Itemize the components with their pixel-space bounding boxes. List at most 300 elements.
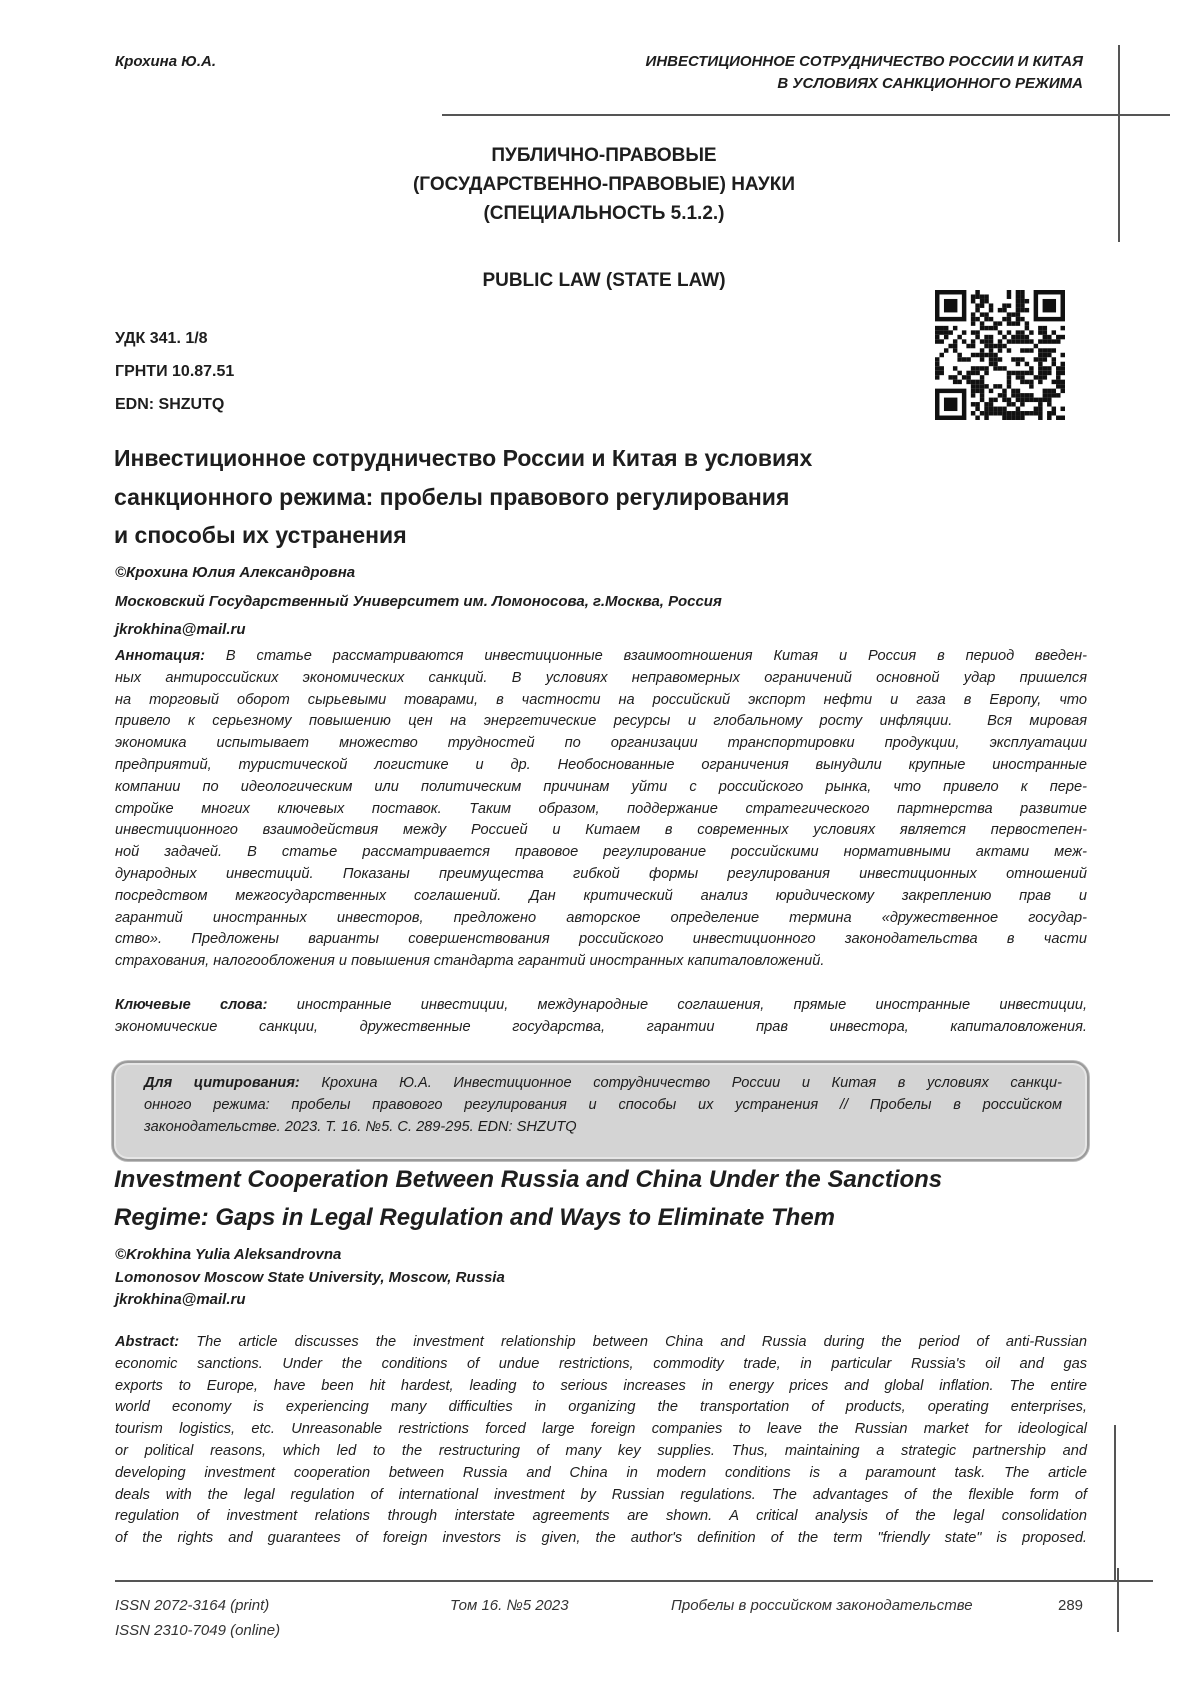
text-line (144, 1073, 1062, 1095)
qr-module (1029, 330, 1033, 334)
qr-module (989, 348, 993, 352)
qr-module (980, 326, 984, 330)
qr-module (1029, 348, 1033, 352)
text-line (115, 1017, 1087, 1039)
qr-module (957, 380, 961, 384)
qr-module (1016, 335, 1020, 339)
qr-module (1016, 393, 1020, 397)
qr-module (1002, 344, 1006, 348)
qr-module (984, 416, 988, 420)
qr-module (1056, 393, 1060, 397)
abstract-en (115, 1332, 1087, 1550)
qr-module (1038, 407, 1042, 411)
qr-module (962, 375, 966, 379)
title-line: и способы их устранения (114, 516, 1014, 555)
qr-module (1016, 407, 1020, 411)
text-line (115, 842, 1087, 864)
qr-module (935, 339, 939, 343)
qr-module (1029, 339, 1033, 343)
qr-module (989, 303, 993, 307)
qr-module (1061, 407, 1065, 411)
qr-module (980, 393, 984, 397)
qr-module (980, 303, 984, 307)
qr-module (1038, 416, 1042, 420)
section-heading-ru (300, 141, 908, 228)
qr-module (948, 375, 952, 379)
text-line (115, 951, 1087, 973)
author-email[interactable]: jkrokhina@mail.ru (115, 616, 722, 645)
qr-module (966, 375, 970, 379)
qr-module (975, 384, 979, 388)
qr-module (1020, 371, 1024, 375)
qr-module (1007, 411, 1011, 415)
qr-module (1043, 348, 1047, 352)
qr-module (980, 384, 984, 388)
qr-module (993, 357, 997, 361)
qr-module (1016, 416, 1020, 420)
text-line-content: компании по идеологическим или политическим причинам уйти с российского рынка, что привело к пере- (115, 779, 1087, 795)
qr-module (1020, 375, 1024, 379)
qr-module (1025, 393, 1029, 397)
text-line-content: of the rights and guarantees of foreign investors is given, the author's definition of the term "friendly state" is proposed. (115, 1530, 1087, 1546)
qr-module (984, 294, 988, 298)
author-name: ©Krokhina Yulia Aleksandrovna (115, 1244, 505, 1267)
text-line-content: tourism logistics, etc. Unreasonable restrictions forced large foreign companies to leave the Russian market for ideological (115, 1421, 1087, 1437)
author-name: ©Крохина Юлия Александровна (115, 559, 722, 588)
qr-module (1007, 348, 1011, 352)
qr-module (939, 326, 943, 330)
qr-module (971, 353, 975, 357)
qr-module (953, 380, 957, 384)
qr-module (971, 312, 975, 316)
qr-module (1047, 398, 1051, 402)
qr-module (1016, 357, 1020, 361)
qr-module (971, 330, 975, 334)
qr-module (1043, 389, 1047, 393)
qr-module (1002, 411, 1006, 415)
qr-module (1043, 375, 1047, 379)
qr-module (1011, 416, 1015, 420)
qr-module (1016, 308, 1020, 312)
qr-module (1016, 339, 1020, 343)
qr-module (984, 335, 988, 339)
qr-module (1002, 366, 1006, 370)
qr-module (1043, 398, 1047, 402)
qr-module (993, 384, 997, 388)
qr-module (1056, 371, 1060, 375)
qr-module (998, 407, 1002, 411)
section-line: (СПЕЦИАЛЬНОСТЬ 5.1.2.) (300, 199, 908, 228)
qr-module (939, 371, 943, 375)
text-line (115, 1376, 1087, 1398)
text-line-content: world economy is experiencing many difficulties in organizing the transportation of products, operating enterprises, (115, 1399, 1087, 1415)
qr-module (1020, 348, 1024, 352)
qr-module (1043, 353, 1047, 357)
qr-module (1047, 348, 1051, 352)
text-line-content: ных антироссийских экономических санкций. В условиях неправомерных ограничений основной удар пришелся (115, 670, 1087, 686)
qr-module (971, 402, 975, 406)
qr-module (975, 290, 979, 294)
qr-module (939, 330, 943, 334)
text-line-content: стройке многих ключевых поставок. Таким образом, поддержание стратегического партнерства развитие (115, 801, 1087, 817)
title-line: Investment Cooperation Between Russia and China Under the Sanctions (114, 1161, 1094, 1199)
qr-module (1052, 357, 1056, 361)
author-email[interactable]: jkrokhina@mail.ru (115, 1289, 505, 1312)
qr-module (1002, 393, 1006, 397)
qr-module (1011, 411, 1015, 415)
qr-module (1029, 393, 1033, 397)
qr-module (1038, 398, 1042, 402)
text-line-content: экономические санкции, дружественные государства, гарантии прав инвестора, капиталовложения. (115, 1019, 1087, 1035)
qr-module (1016, 312, 1020, 316)
text-line (115, 668, 1087, 690)
author-block-ru (115, 559, 722, 645)
qr-module (1002, 407, 1006, 411)
qr-module (980, 339, 984, 343)
qr-module (1061, 366, 1065, 370)
qr-module (984, 407, 988, 411)
qr-module (980, 321, 984, 325)
qr-module (975, 402, 979, 406)
text-line (115, 755, 1087, 777)
qr-module (1020, 299, 1024, 303)
qr-module (1011, 339, 1015, 343)
qr-module (1016, 294, 1020, 298)
qr-module (971, 339, 975, 343)
qr-module (971, 299, 975, 303)
qr-module (1029, 411, 1033, 415)
qr-module (971, 384, 975, 388)
qr-module (1052, 393, 1056, 397)
qr-module (971, 317, 975, 321)
qr-module (989, 407, 993, 411)
paragraph-label: Аннотация: (115, 648, 205, 664)
qr-module (1020, 380, 1024, 384)
qr-module (1007, 384, 1011, 388)
qr-module (1025, 398, 1029, 402)
qr-module (1038, 357, 1042, 361)
text-line-content: на торговый оборот сырьевыми товарами, в частности на российский экспорт нефти и газа в Европу, что (115, 692, 1087, 708)
running-title-line: В УСЛОВИЯХ САНКЦИОННОГО РЕЖИМА (646, 73, 1083, 95)
qr-module (989, 344, 993, 348)
qr-module (980, 348, 984, 352)
title-line: Инвестиционное сотрудничество России и Китая в условиях (114, 439, 1014, 478)
qr-module (1011, 402, 1015, 406)
qr-module (1038, 362, 1042, 366)
qr-module (1029, 398, 1033, 402)
qr-module (1007, 371, 1011, 375)
qr-module (984, 344, 988, 348)
text-line (115, 1419, 1087, 1441)
qr-module (1052, 407, 1056, 411)
qr-module (984, 353, 988, 357)
qr-module (1052, 411, 1056, 415)
text-line-content: предприятий, туристической логистике и др. Необоснованные ограничения вынудили крупные иностранные (115, 757, 1087, 773)
qr-module (998, 366, 1002, 370)
qr-module (1038, 375, 1042, 379)
qr-module (957, 353, 961, 357)
qr-module (957, 335, 961, 339)
qr-module (980, 366, 984, 370)
text-line (144, 1117, 1062, 1139)
qr-module (1002, 303, 1006, 307)
qr-module (935, 375, 939, 379)
qr-module (993, 321, 997, 325)
qr-module (1007, 398, 1011, 402)
qr-module (998, 411, 1002, 415)
section-line: (ГОСУДАРСТВЕННО-ПРАВОВЫЕ) НАУКИ (300, 170, 908, 199)
text-line-content: дународных инвестиций. Показаны преимущества гибкой формы регулирования инвестиционных отношений (115, 866, 1087, 882)
qr-module (971, 294, 975, 298)
qr-module (935, 335, 939, 339)
text-line-content: developing investment cooperation between Russia and China in modern conditions is a paramount task. The article (115, 1465, 1087, 1481)
qr-module (975, 294, 979, 298)
text-line (115, 690, 1087, 712)
citation-text (144, 1073, 1062, 1138)
qr-module (1007, 321, 1011, 325)
qr-module (1047, 389, 1051, 393)
text-line (115, 1528, 1087, 1550)
qr-module (1020, 303, 1024, 307)
qr-module (1056, 366, 1060, 370)
qr-module (1043, 357, 1047, 361)
qr-module (998, 330, 1002, 334)
qr-code-icon (935, 290, 1065, 420)
qr-module (1056, 335, 1060, 339)
qr-module (1016, 411, 1020, 415)
qr-module (1025, 339, 1029, 343)
qr-module (984, 339, 988, 343)
qr-module (1016, 299, 1020, 303)
qr-module (962, 330, 966, 334)
volume-issue: Том 16. №5 2023 (450, 1597, 569, 1614)
qr-module (1011, 321, 1015, 325)
qr-module (1011, 357, 1015, 361)
text-line-content: законодательстве. 2023. Т. 16. №5. С. 289-295. EDN: SHZUTQ (144, 1119, 577, 1135)
qr-module (944, 299, 957, 312)
text-line (115, 1506, 1087, 1528)
qr-module (1038, 353, 1042, 357)
qr-module (1020, 294, 1024, 298)
qr-module (1016, 398, 1020, 402)
text-line (115, 995, 1087, 1017)
qr-module (1020, 339, 1024, 343)
text-line (115, 864, 1087, 886)
qr-module (1056, 380, 1060, 384)
qr-module (1061, 326, 1065, 330)
text-line-content: ство». Предложены варианты совершенствования российского инвестиционного законодательства в части (115, 931, 1087, 947)
qr-module (984, 366, 988, 370)
text-line (115, 733, 1087, 755)
qr-module (1038, 330, 1042, 334)
keywords-ru (115, 995, 1087, 1039)
qr-module (984, 312, 988, 316)
qr-module (998, 393, 1002, 397)
article-title-ru (114, 439, 1014, 555)
qr-module (1061, 362, 1065, 366)
qr-module (1052, 362, 1056, 366)
qr-module (1043, 299, 1056, 312)
qr-module (962, 339, 966, 343)
qr-module (1025, 326, 1029, 330)
qr-module (953, 366, 957, 370)
qr-module (989, 357, 993, 361)
qr-module (984, 299, 988, 303)
qr-module (1025, 380, 1029, 384)
qr-module (989, 326, 993, 330)
qr-module (966, 357, 970, 361)
text-line-content: or political reasons, which led to the restructuring of many key supplies. Thus, maintaining a strategic partnership and (115, 1443, 1087, 1459)
text-line (115, 711, 1087, 733)
author-affiliation: Lomonosov Moscow State University, Moscow, Russia (115, 1267, 505, 1290)
qr-module (989, 411, 993, 415)
qr-module (984, 402, 988, 406)
qr-module (1047, 393, 1051, 397)
qr-module (1011, 393, 1015, 397)
qr-module (1016, 362, 1020, 366)
qr-module (1043, 366, 1047, 370)
qr-module (939, 339, 943, 343)
qr-module (980, 375, 984, 379)
qr-module (1034, 407, 1038, 411)
qr-module (1038, 326, 1042, 330)
qr-module (993, 366, 997, 370)
text-line-content: Крохина Ю.А. Инвестиционное сотрудничество России и Китая в условиях санкци- (300, 1075, 1062, 1091)
qr-module (1007, 290, 1011, 294)
qr-module (975, 303, 979, 307)
qr-module (1002, 416, 1006, 420)
qr-module (993, 411, 997, 415)
qr-module (1052, 348, 1056, 352)
qr-module (971, 380, 975, 384)
qr-module (1047, 366, 1051, 370)
edn-code: EDN: SHZUTQ (115, 396, 224, 414)
qr-module (998, 357, 1002, 361)
qr-module (975, 330, 979, 334)
qr-module (975, 366, 979, 370)
qr-module (1043, 393, 1047, 397)
qr-module (948, 344, 952, 348)
qr-module (1020, 402, 1024, 406)
text-line-content: онного режима: пробелы правового регулирования и способы их устранения // Пробелы в российском (144, 1097, 1062, 1113)
qr-module (1025, 335, 1029, 339)
qr-module (1016, 389, 1020, 393)
qr-module (989, 339, 993, 343)
text-line (115, 1397, 1087, 1419)
qr-module (1020, 335, 1024, 339)
qr-module (1038, 366, 1042, 370)
text-line (115, 799, 1087, 821)
qr-module (962, 357, 966, 361)
qr-module (971, 366, 975, 370)
qr-module (1007, 317, 1011, 321)
qr-module (1007, 330, 1011, 334)
text-line (115, 1463, 1087, 1485)
qr-module (1011, 371, 1015, 375)
qr-module (935, 371, 939, 375)
qr-module (1007, 339, 1011, 343)
qr-module (1020, 416, 1024, 420)
qr-module (980, 294, 984, 298)
qr-module (935, 330, 939, 334)
qr-module (975, 308, 979, 312)
qr-module (989, 353, 993, 357)
qr-module (984, 317, 988, 321)
qr-module (998, 384, 1002, 388)
qr-module (1034, 375, 1038, 379)
issn-print: ISSN 2072-3164 (print) (115, 1597, 269, 1614)
qr-module (1011, 312, 1015, 316)
qr-module (1052, 330, 1056, 334)
paragraph-label: Abstract: (115, 1334, 179, 1350)
journal-name: Пробелы в российском законодательстве (671, 1597, 973, 1614)
qr-module (980, 398, 984, 402)
text-line (144, 1095, 1062, 1117)
paragraph-label: Для цитирования: (144, 1075, 300, 1091)
page-number: 289 (1058, 1597, 1083, 1614)
qr-module (1043, 339, 1047, 343)
qr-module (1002, 335, 1006, 339)
qr-module (1047, 402, 1051, 406)
qr-module (944, 348, 948, 352)
qr-module (1020, 330, 1024, 334)
qr-module (980, 380, 984, 384)
qr-module (980, 353, 984, 357)
qr-module (1020, 411, 1024, 415)
qr-module (1047, 371, 1051, 375)
qr-module (1007, 375, 1011, 379)
qr-module (935, 366, 939, 370)
qr-module (1025, 348, 1029, 352)
issn-online: ISSN 2310-7049 (online) (115, 1622, 280, 1639)
qr-module (944, 398, 957, 411)
text-line-content: regulation of investment relations through interstate agreements are shown. A critical analysis of the legal consolidation (115, 1508, 1087, 1524)
qr-module (984, 371, 988, 375)
qr-module (953, 348, 957, 352)
running-title-line: ИНВЕСТИЦИОННОЕ СОТРУДНИЧЕСТВО РОССИИ И КИТАЯ (646, 51, 1083, 73)
qr-module (1007, 294, 1011, 298)
qr-module (1007, 303, 1011, 307)
qr-module (971, 411, 975, 415)
qr-module (1025, 299, 1029, 303)
qr-module (935, 326, 939, 330)
qr-module (966, 344, 970, 348)
qr-module (993, 407, 997, 411)
qr-module (1016, 375, 1020, 379)
qr-module (944, 335, 948, 339)
qr-module (980, 411, 984, 415)
qr-module (971, 344, 975, 348)
text-line-content: экономика испытывает множество трудностей по организации транспортировки продукции, эксплуатации (115, 735, 1087, 751)
qr-module (1043, 371, 1047, 375)
qr-module (1007, 380, 1011, 384)
text-line-content: страхования, налогообложения и повышения стандарта гарантий иностранных капиталовложений. (115, 953, 824, 969)
qr-module (989, 398, 993, 402)
qr-module (1038, 371, 1042, 375)
qr-module (989, 402, 993, 406)
qr-module (998, 321, 1002, 325)
udk-code: УДК 341. 1/8 (115, 330, 208, 348)
title-line: Regime: Gaps in Legal Regulation and Ways to Eliminate Them (114, 1199, 1094, 1237)
margin-rule (1114, 1425, 1116, 1580)
qr-module (980, 299, 984, 303)
qr-module (1043, 330, 1047, 334)
qr-module (966, 380, 970, 384)
author-block-en (115, 1244, 505, 1312)
qr-module (1007, 312, 1011, 316)
qr-module (971, 389, 975, 393)
qr-module (966, 371, 970, 375)
